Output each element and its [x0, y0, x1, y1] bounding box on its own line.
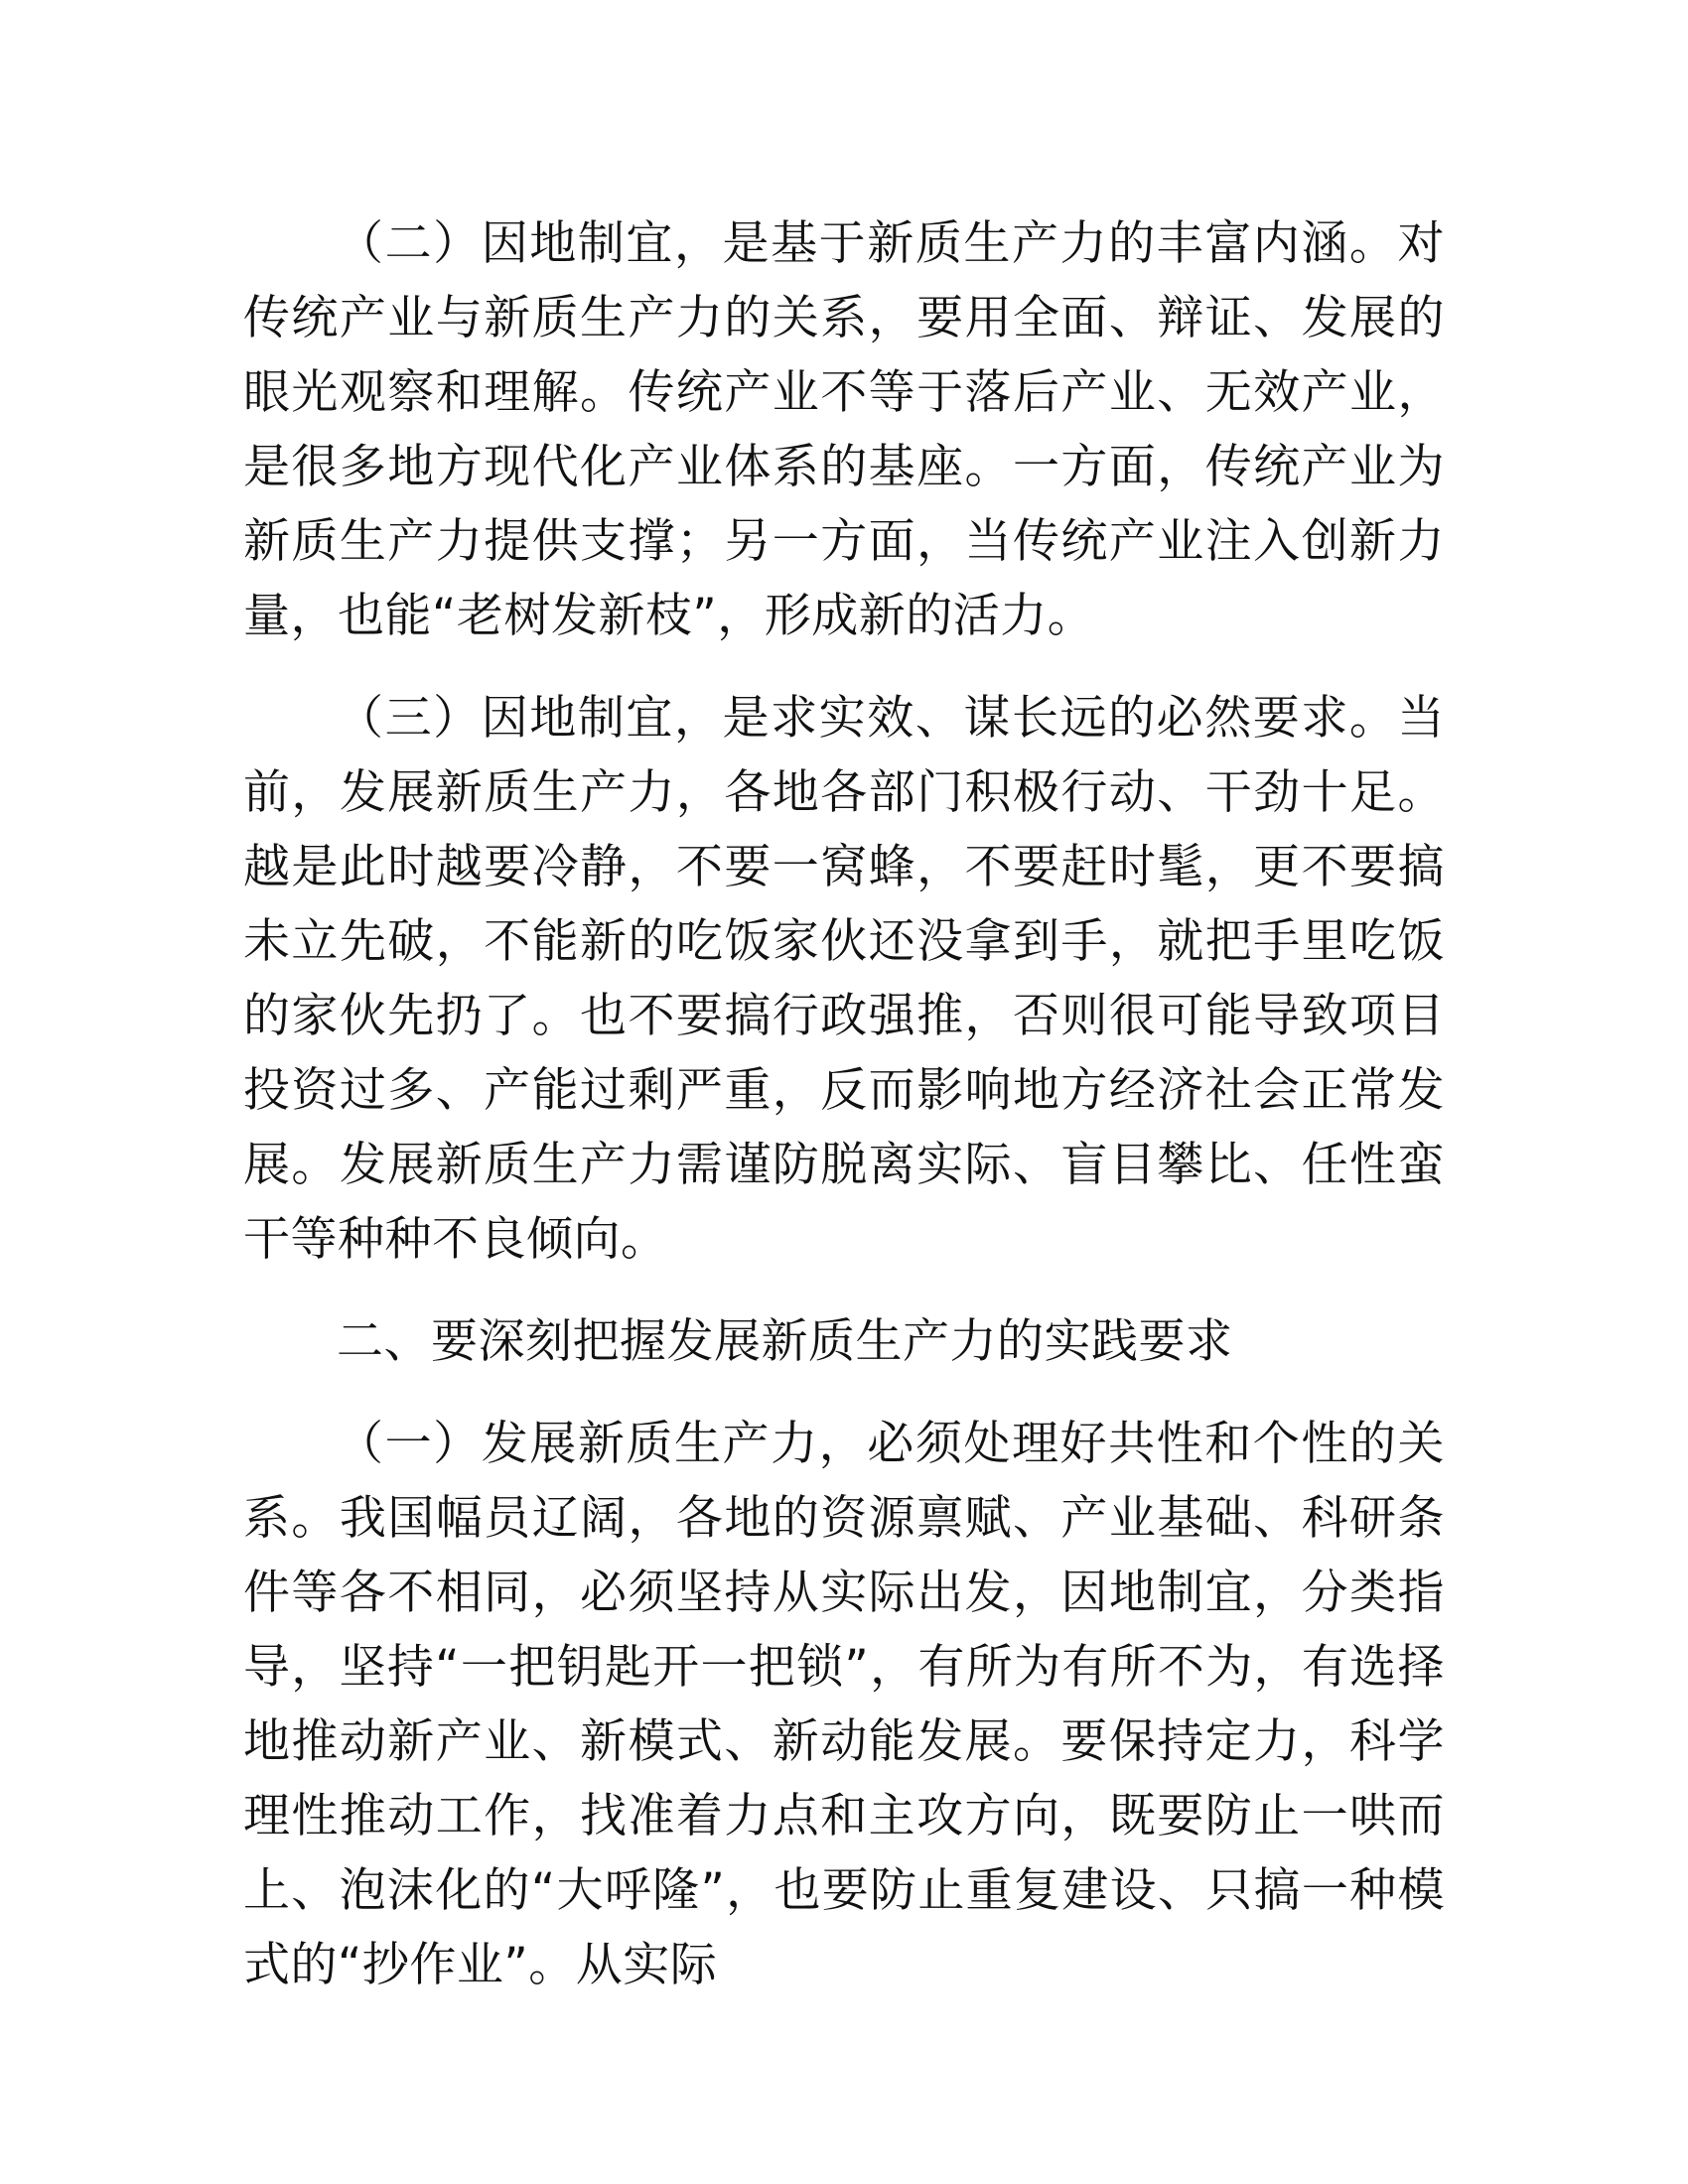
paragraph-3-1: （一）发展新质生产力，必须处理好共性和个性的关系。我国幅员辽阔，各地的资源禀赋、产业基础、科研条件等各不相同，必须坚持从实际出发，因地制宜，分类指导，坚持“一把钥匙开一把锁”，有所为有所不为，有选择地推动新产业、新模式、新动能发展。要保持定力，科学理性推动工作，找准着力点和主攻方向，既要防止一哄而上、泡沫化的“大呼隆”，也要防止重复建设、只搞一种模式的“抄作业”。从实际	[243, 1417, 1445, 1992]
paragraph-2-2: （二）因地制宜，是基于新质生产力的丰富内涵。对传统产业与新质生产力的关系，要用全面、辩证、发展的眼光观察和理解。传统产业不等于落后产业、无效产业，是很多地方现代化产业体系的基座。一方面，传统产业为新质生产力提供支撑；另一方面，当传统产业注入创新力量，也能“老树发新枝”，形成新的活力。	[243, 216, 1445, 643]
paragraph-2-3: （三）因地制宜，是求实效、谋长远的必然要求。当前，发展新质生产力，各地各部门积极行动、干劲十足。越是此时越要冷静，不要一窝蜂，不要赶时髦，更不要搞未立先破，不能新的吃饭家伙还没拿到手，就把手里吃饭的家伙先扔了。也不要搞行政强推，否则很可能导致项目投资过多、产能过剩严重，反而影响地方经济社会正常发展。发展新质生产力需谨防脱离实际、盲目攀比、任性蛮干等种种不良倾向。	[243, 691, 1445, 1267]
section-heading-2: 二、要深刻把握发展新质生产力的实践要求	[337, 1314, 1233, 1369]
document-body	[243, 206, 1445, 2030]
